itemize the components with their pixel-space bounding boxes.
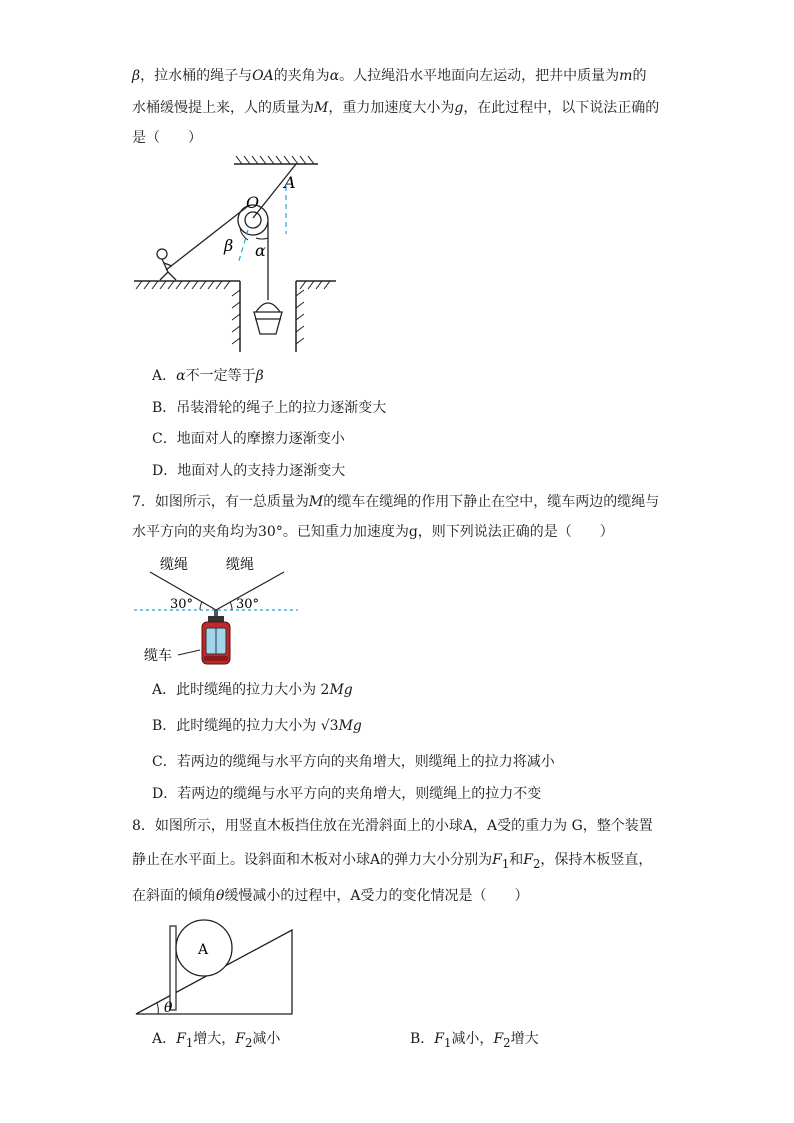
beta-symbol: β <box>132 68 141 84</box>
q6-text-line-2: 水桶缓慢提上来，人的质量为M，重力加速度大小为g，在此过程中，以下说法正确的 <box>132 100 660 116</box>
angle-right-label: 30° <box>236 597 260 612</box>
car-label: 缆车 <box>144 648 172 664</box>
cable-car-icon <box>202 610 230 664</box>
q7-option-a[interactable]: A．此时缆绳的拉力大小为 2Mg <box>152 682 353 698</box>
q7-text-line-1: 7．如图所示，有一总质量为M的缆车在缆绳的作用下静止在空中，缆车两边的缆绳与 <box>132 494 660 510</box>
q8-option-a[interactable]: A．$F_1$增大，$F_2$减小 <box>152 1031 281 1050</box>
label-O: O <box>246 193 260 212</box>
q6-pulley-figure <box>128 156 338 356</box>
q7-cable-car-figure <box>132 552 302 670</box>
q6-text-line-3: 是（ ） <box>132 130 202 146</box>
q8-text-line-3: 在斜面的倾角θ缓慢减小的过程中，A受力的变化情况是（ ） <box>132 888 529 904</box>
q7-text-line-2: 水平方向的夹角均为30°。已知重力加速度为g，则下列说法正确的是（ ） <box>132 524 614 540</box>
alpha-symbol: α <box>329 68 340 84</box>
q6-option-d[interactable]: D．地面对人的支持力逐渐变大 <box>152 463 346 479</box>
bucket-icon <box>254 303 282 334</box>
q7-option-b[interactable]: B．此时缆绳的拉力大小为 √3Mg <box>152 718 362 734</box>
label-A: A <box>284 173 296 192</box>
q6-option-a[interactable]: A．α不一定等于β <box>152 368 264 384</box>
q8-incline-figure <box>132 916 298 1020</box>
q8-option-b[interactable]: B．$F_1$减小，$F_2$增大 <box>410 1031 539 1050</box>
angle-left-label: 30° <box>170 597 194 612</box>
q6-text-line-1: β，拉水桶的绳子与OA的夹角为α。人拉绳沿水平地面向左运动，把井中质量为m的 <box>132 68 647 84</box>
q6-option-b[interactable]: B．吊装滑轮的绳子上的拉力逐渐变大 <box>152 400 387 416</box>
ball-label: A <box>198 942 209 958</box>
q7-option-c[interactable]: C．若两边的缆绳与水平方向的夹角增大，则缆绳上的拉力将减小 <box>152 754 555 770</box>
label-alpha: α <box>255 241 266 260</box>
theta-label: θ <box>164 1000 173 1016</box>
rope-right-label: 缆绳 <box>226 557 254 573</box>
q8-text-line-1: 8．如图所示，用竖直木板挡住放在光滑斜面上的小球A，A受的重力为 G，整个装置 <box>132 818 653 834</box>
q7-option-d[interactable]: D．若两边的缆绳与水平方向的夹角增大，则缆绳上的拉力不变 <box>152 786 542 802</box>
rope-left-label: 缆绳 <box>160 557 188 573</box>
label-beta: β <box>224 236 234 255</box>
q6-option-c[interactable]: C．地面对人的摩擦力逐渐变小 <box>152 431 345 447</box>
q8-text-line-2: 静止在水平面上。设斜面和木板对小球A的弹力大小分别为$F_1$和$F_2$，保持木板竖直， <box>132 852 653 871</box>
